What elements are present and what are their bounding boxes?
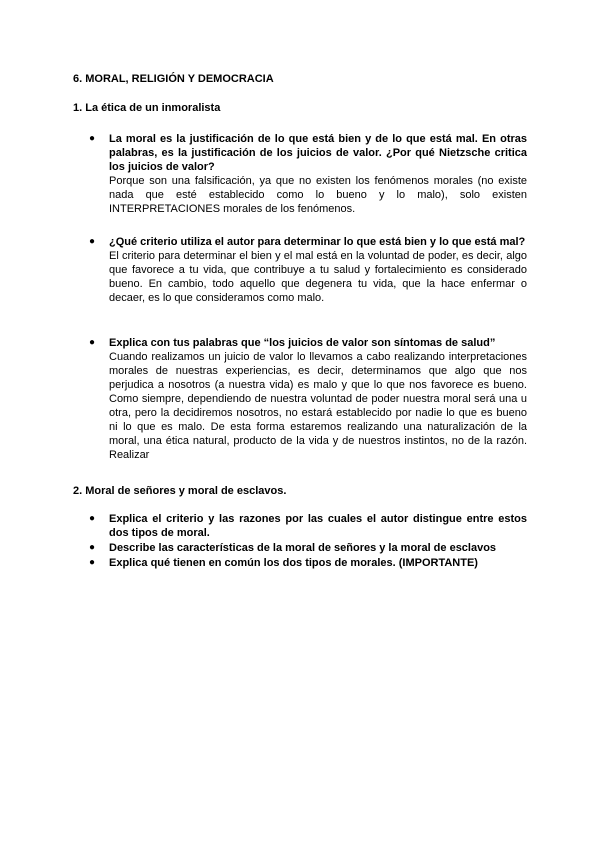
bullet-icon: ● bbox=[89, 133, 96, 144]
section-1-item-2 bbox=[89, 235, 527, 305]
section-2-item-2 bbox=[89, 541, 527, 555]
question-text: Explica qué tienen en común los dos tipos de morales. (IMPORTANTE) bbox=[109, 557, 478, 569]
section-1-item-3 bbox=[89, 336, 527, 462]
bullet-icon: ● bbox=[89, 236, 96, 247]
answer-text: El criterio para determinar el bien y el mal está en la voluntad de poder, es decir, algo que favorece a tu vida, que contribuye a tu salud y fortalecimiento es considerado bueno. En cambio, todo aquello que degenera tu vida, que la hace enfermar o decaer, es lo que consideramos como malo. bbox=[109, 250, 527, 304]
section-1-item-1 bbox=[89, 132, 527, 216]
bullet-icon: ● bbox=[89, 513, 96, 524]
answer-text: Porque son una falsificación, ya que no existen los fenómenos morales (no existe nada que esté establecido como lo bueno y lo malo), solo existen INTERPRETACIONES morales de los fenómenos. bbox=[109, 175, 527, 215]
bullet-icon: ● bbox=[89, 542, 96, 553]
bullet-icon: ● bbox=[89, 557, 96, 568]
section-2-item-3 bbox=[89, 556, 527, 570]
question-text: Describe las características de la moral de señores y la moral de esclavos bbox=[109, 542, 497, 554]
answer-text: Cuando realizamos un juicio de valor lo llevamos a cabo realizando interpretaciones morales de nuestras experiencias, es decir, determinamos que algo que nos perjudica a nosotros (a nuestra vida) es malo y que lo que nos favorece es bueno. Como siempre, dependiendo de nuestra voluntad de poder nuestra moral será una u otra, pero la decidiremos nosotros, no estará establecido por nadie lo que es bueno ni lo que es malo. De esta forma estaremos realizando una naturalización de la moral, una ética natural, producto de la vida y de nuestros instintos, no de la razón. Realizar bbox=[109, 351, 527, 461]
question-text: Explica con tus palabras que “los juicios de valor son síntomas de salud” bbox=[109, 337, 496, 349]
bullet-icon: ● bbox=[89, 337, 96, 348]
section-1-heading: 1. La ética de un inmoralista bbox=[73, 102, 221, 114]
document-title: 6. MORAL, RELIGIÓN Y DEMOCRACIA bbox=[73, 73, 274, 85]
question-text: La moral es la justificación de lo que está bien y de lo que está mal. En otras palabras, es la justificación de los juicios de valor. ¿Por qué Nietzsche critica los juicios de valor? bbox=[109, 133, 527, 173]
question-text: Explica el criterio y las razones por las cuales el autor distingue entre estos dos tipos de moral. bbox=[109, 513, 527, 539]
question-text: ¿Qué criterio utiliza el autor para determinar lo que está bien y lo que está mal? bbox=[109, 236, 526, 248]
section-2-heading: 2. Moral de señores y moral de esclavos. bbox=[73, 485, 287, 497]
section-2-item-1 bbox=[89, 512, 527, 540]
